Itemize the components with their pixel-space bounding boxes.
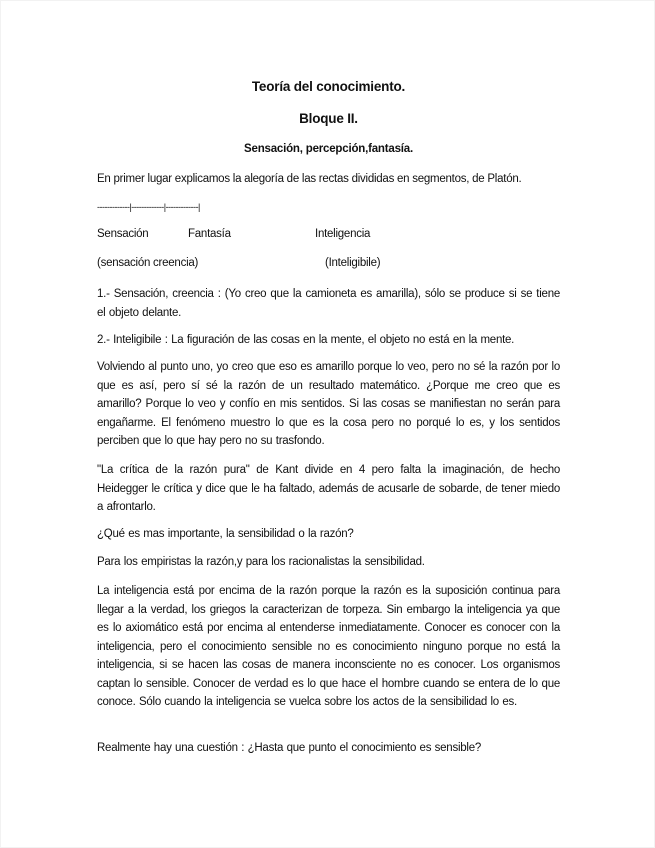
label-fantasia: Fantasía bbox=[188, 228, 231, 240]
paragraph-inteligibile: 2.- Inteligibile : La figuración de las cosas en la mente, el objeto no está en la mente. bbox=[97, 334, 515, 346]
label-inteligibile: (Inteligibile) bbox=[325, 257, 381, 269]
paragraph-volviendo: Volviendo al punto uno, yo creo que eso es amarillo porque lo veo, pero no sé la razón por lo que es así, pero sí sé la razón de un resultado matemático. ¿Porque me creo que es amarillo? Porque lo veo y confío en mis sentidos. Si las cosas se manifiestan no serán para engañarme. El fenómeno muestro lo que es la cosa pero no porqué lo es, y los sentidos perciben que lo que hay pero no su trasfondo. bbox=[97, 361, 560, 447]
paragraph-question: ¿Qué es mas importante, la sensibilidad o la razón? bbox=[97, 528, 354, 540]
paragraph-empiristas: Para los empiristas la razón,y para los racionalistas la sensibilidad. bbox=[97, 556, 425, 568]
paragraph-cuestion: Realmente hay una cuestión : ¿Hasta que punto el conocimiento es sensible? bbox=[97, 742, 481, 754]
paragraph-sensacion: 1.- Sensación, creencia : (Yo creo que la camioneta es amarilla), sólo se produce si se tiene el objeto delante. bbox=[97, 288, 560, 319]
label-sensacion: Sensación bbox=[97, 228, 149, 240]
segment-line: -------------|-------------|-------------| bbox=[97, 202, 200, 212]
document-title: Teoría del conocimiento. bbox=[251, 79, 406, 94]
paragraph-inteligencia: La inteligencia está por encima de la razón porque la razón es la suposición continua para llegar a la verdad, los griegos la caracterizan de torpeza. Sin embargo la inteligencia ya que es lo axiomático está por encima al entenderse inmediatamente. Conocer es conocer con la inteligencia, pero el conocimiento sensible no es conocimiento ninguno porque no está la inteligencia, si se hacen las cosas de manera inconsciente no es conocer. Los organismos captan lo sensible. Conocer de verdad es lo que hace el hombre cuando se entera de lo que conoce. Sólo cuando la inteligencia se vuelca sobre los actos de la sensibilidad lo es. bbox=[97, 585, 560, 708]
block-heading: Bloque II. bbox=[299, 111, 358, 126]
section-subtitle: Sensación, percepción,fantasía. bbox=[244, 143, 413, 155]
label-sensacion-creencia: (sensación creencia) bbox=[97, 257, 199, 269]
paragraph-kant: "La crítica de la razón pura" de Kant divide en 4 pero falta la imaginación, de hecho Heidegger le crítica y dice que le ha faltado, además de acusarle de sobarde, de tener miedo a afrontarlo. bbox=[97, 464, 560, 513]
intro-paragraph: En primer lugar explicamos la alegoría de las rectas divididas en segmentos, de Platón. bbox=[97, 173, 522, 185]
label-inteligencia: Inteligencia bbox=[315, 228, 371, 240]
